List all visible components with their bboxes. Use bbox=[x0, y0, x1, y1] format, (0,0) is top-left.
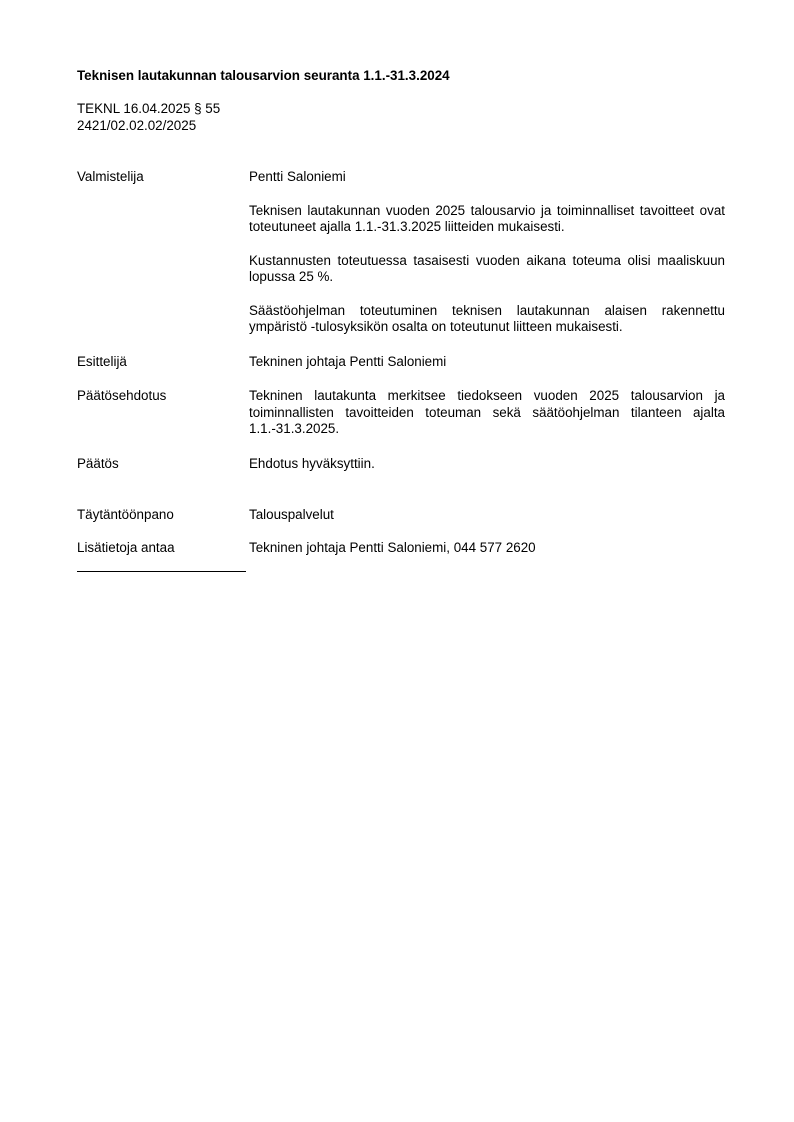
meeting-reference: TEKNL 16.04.2025 § 55 bbox=[77, 101, 221, 116]
lisatietoja-label: Lisätietoja antaa bbox=[77, 540, 175, 555]
valmistelija-paragraph-2: Kustannusten toteutuessa tasaisesti vuoden aikana toteuma olisi maaliskuun lopussa 25 %. bbox=[249, 252, 725, 284]
taytantoonpano-value: Talouspalvelut bbox=[249, 507, 334, 522]
paatos-value: Ehdotus hyväksyttiin. bbox=[249, 456, 375, 471]
taytantoonpano-content bbox=[249, 507, 725, 524]
esittelija-label: Esittelijä bbox=[77, 354, 127, 369]
paatos-label: Päätös bbox=[77, 456, 119, 471]
valmistelija-content bbox=[249, 169, 725, 336]
esittelija-content bbox=[249, 354, 725, 371]
valmistelija-paragraph-1: Teknisen lautakunnan vuoden 2025 talousarvio ja toiminnalliset tavoitteet ovat toteutuneet ajalla 1.1.-31.3.2025 liitteiden mukaisesti. bbox=[249, 202, 725, 234]
valmistelija-name: Pentti Saloniemi bbox=[249, 169, 346, 184]
paatosehdotus-value: Tekninen lautakunta merkitsee tiedokseen vuoden 2025 talousarvion ja toiminnallisten tavoitteiden toteuman sekä säätöohjelman tilanteen ajalta 1.1.-31.3.2025. bbox=[249, 388, 725, 436]
section-end-divider bbox=[77, 571, 246, 572]
esittelija-value: Tekninen johtaja Pentti Saloniemi bbox=[249, 354, 447, 369]
taytantoonpano-label: Täytäntöönpano bbox=[77, 507, 174, 522]
document-meta bbox=[77, 101, 220, 134]
document-title: Teknisen lautakunnan talousarvion seuranta 1.1.-31.3.2024 bbox=[77, 68, 450, 83]
lisatietoja-content bbox=[249, 540, 725, 557]
paatosehdotus-content bbox=[249, 388, 725, 438]
valmistelija-label: Valmistelija bbox=[77, 169, 144, 184]
valmistelija-paragraph-3: Säästöohjelman toteutuminen teknisen lautakunnan alaisen rakennettu ympäristö -tulosyksikön osalta on toteutunut liitteen mukaisesti. bbox=[249, 302, 725, 334]
lisatietoja-value: Tekninen johtaja Pentti Saloniemi, 044 577 2620 bbox=[249, 540, 536, 555]
case-number: 2421/02.02.02/2025 bbox=[77, 117, 197, 133]
paatos-content bbox=[249, 456, 725, 473]
paatosehdotus-label: Päätösehdotus bbox=[77, 388, 167, 403]
